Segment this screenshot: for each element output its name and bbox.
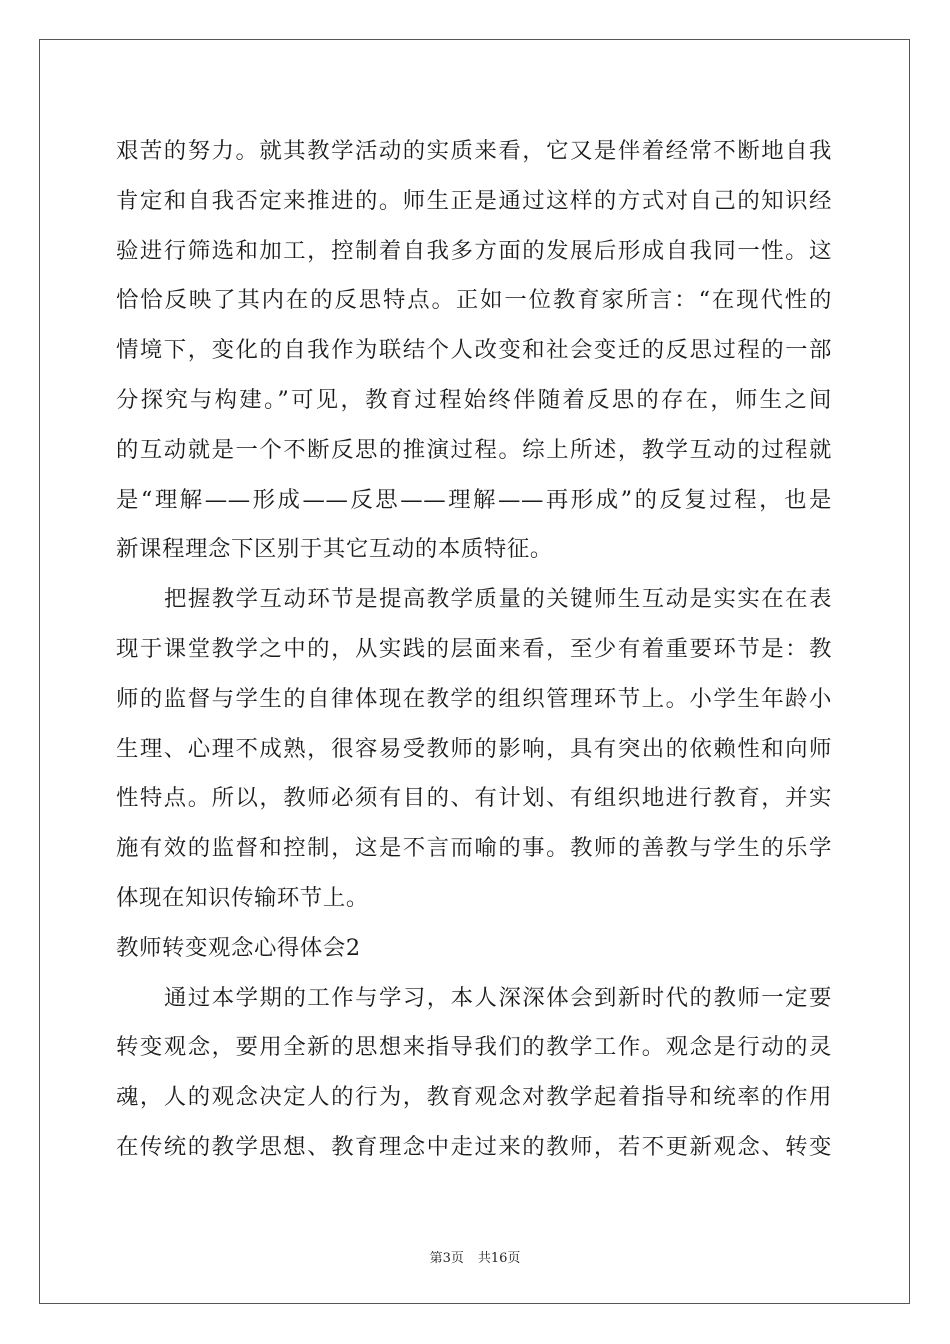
text-line: 是“理解——形成——反思——理解——再形成”的反复过程，也是 xyxy=(116,486,832,513)
text-line: 通过本学期的工作与学习，本人深深体会到新时代的教师一定要 xyxy=(164,984,832,1011)
text-line: 魂，人的观念决定人的行为，教育观念对教学起着指导和统率的作用 xyxy=(116,1084,832,1111)
text-line: 情境下，变化的自我作为联结个人改变和社会变迁的反思过程的一部 xyxy=(116,337,832,364)
text-line: 施有效的监督和控制，这是不言而喻的事。教师的善教与学生的乐学 xyxy=(116,835,832,862)
text-line: 体现在知识传输环节上。 xyxy=(116,884,369,911)
total-page-count: 共16页 xyxy=(477,1251,521,1266)
text-line: 艰苦的努力。就其教学活动的实质来看，它又是伴着经常不断地自我 xyxy=(116,138,832,164)
text-line: 在传统的教学思想、教育理念中走过来的教师，若不更新观念、转变 xyxy=(116,1133,832,1160)
text-line: 师的监督与学生的自律体现在教学的组织管理环节上。小学生年龄小 xyxy=(116,685,832,712)
text-line: 新课程理念下区别于其它互动的本质特征。 xyxy=(116,536,553,563)
text-line: 生理、心理不成熟，很容易受教师的影响，具有突出的依赖性和向师 xyxy=(116,735,832,762)
text-line: 性特点。所以，教师必须有目的、有计划、有组织地进行教育，并实 xyxy=(116,785,832,812)
paragraph-2 xyxy=(116,575,832,924)
section-heading: 教师转变观念心得体会2 xyxy=(116,934,361,961)
current-page-number: 第3页 xyxy=(429,1251,464,1266)
paragraph-1 xyxy=(116,127,832,575)
text-line: 转变观念，要用全新的思想来指导我们的教学工作。观念是行动的灵 xyxy=(116,1034,832,1061)
text-line: 现于课堂教学之中的，从实践的层面来看，至少有着重要环节是：教 xyxy=(116,635,832,662)
text-line: 肯定和自我否定来推进的。师生正是通过这样的方式对自己的知识经 xyxy=(116,187,832,214)
page-footer xyxy=(0,1247,950,1266)
text-line: 验进行筛选和加工，控制着自我多方面的发展后形成自我同一性。这 xyxy=(116,237,832,264)
document-body xyxy=(116,127,832,1173)
text-line: 的互动就是一个不断反思的推演过程。综上所述，教学互动的过程就 xyxy=(116,436,832,463)
text-line: 把握教学互动环节是提高教学质量的关键师生互动是实实在在表 xyxy=(164,586,832,613)
text-line: 分探究与构建。”可见，教育过程始终伴随着反思的存在，师生之间 xyxy=(116,386,832,413)
paragraph-3 xyxy=(116,974,832,1173)
text-line: 恰恰反映了其内在的反思特点。正如一位教育家所言：“在现代性的 xyxy=(116,287,832,314)
